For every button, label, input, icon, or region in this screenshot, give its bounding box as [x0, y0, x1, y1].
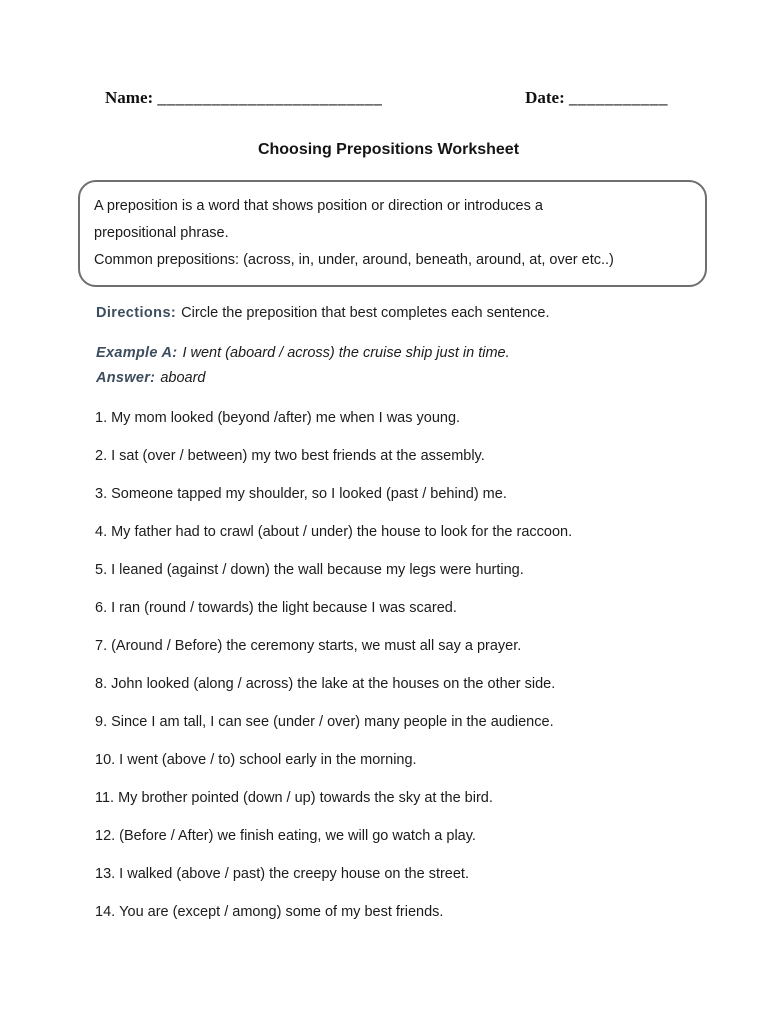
name-label: Name: [105, 88, 154, 107]
question-8 [95, 674, 715, 695]
question-text: My mom looked (beyond /after) me when I was young. [111, 410, 461, 426]
question-text: My father had to crawl (about / under) the house to look for the raccoon. [111, 524, 573, 540]
answer [96, 370, 205, 386]
question-7 [95, 636, 715, 657]
question-text: Someone tapped my shoulder, so I looked (past / behind) me. [111, 486, 507, 502]
question-number: 8. [95, 676, 108, 692]
directions [96, 305, 550, 321]
question-1 [95, 408, 715, 429]
question-11 [95, 788, 715, 809]
question-text: (Around / Before) the ceremony starts, we must all say a prayer. [111, 638, 522, 654]
question-text: I walked (above / past) the creepy house on the street. [119, 866, 469, 882]
question-10 [95, 750, 715, 771]
name-field [105, 88, 382, 108]
definition-line-1: A preposition is a word that shows position or direction or introduces a [94, 198, 543, 214]
question-text: My brother pointed (down / up) towards the sky at the bird. [118, 790, 493, 806]
date-field [525, 88, 668, 108]
question-text: (Before / After) we finish eating, we will go watch a play. [119, 828, 476, 844]
question-number: 2. [95, 448, 108, 464]
question-number: 14. [95, 904, 116, 920]
question-number: 4. [95, 524, 108, 540]
directions-text: Circle the preposition that best completes each sentence. [181, 305, 550, 321]
question-number: 1. [95, 410, 108, 426]
question-5 [95, 560, 715, 581]
question-text: I leaned (against / down) the wall because my legs were hurting. [111, 562, 524, 578]
date-blank-line: ___________ [569, 88, 668, 107]
example-label: Example A: [96, 345, 178, 361]
question-14 [95, 902, 715, 923]
name-blank-line: _________________________ [157, 88, 383, 107]
definition-line-3: Common prepositions: (across, in, under, around, beneath, around, at, over etc..) [94, 252, 614, 268]
example [96, 345, 510, 361]
question-text: I ran (round / towards) the light because I was scared. [111, 600, 457, 616]
preposition-definition-box [78, 180, 707, 287]
question-number: 10. [95, 752, 116, 768]
question-number: 7. [95, 638, 108, 654]
header [105, 88, 668, 108]
question-text: Since I am tall, I can see (under / over) many people in the audience. [111, 714, 554, 730]
question-number: 12. [95, 828, 116, 844]
date-label: Date: [525, 88, 565, 107]
question-text: I sat (over / between) my two best friends at the assembly. [111, 448, 485, 464]
question-number: 13. [95, 866, 116, 882]
question-6 [95, 598, 715, 619]
question-number: 6. [95, 600, 108, 616]
directions-label: Directions: [96, 305, 177, 321]
question-12 [95, 826, 715, 847]
question-2 [95, 446, 715, 467]
question-3 [95, 484, 715, 505]
page-title: Choosing Prepositions Worksheet [257, 141, 520, 158]
question-number: 5. [95, 562, 108, 578]
question-number: 3. [95, 486, 108, 502]
question-list [95, 408, 715, 940]
answer-text: aboard [160, 370, 206, 386]
question-9 [95, 712, 715, 733]
question-text: I went (above / to) school early in the morning. [119, 752, 417, 768]
question-text: John looked (along / across) the lake at the houses on the other side. [111, 676, 556, 692]
answer-label: Answer: [96, 370, 156, 386]
question-13 [95, 864, 715, 885]
question-text: You are (except / among) some of my best friends. [119, 904, 444, 920]
question-number: 11. [95, 790, 115, 806]
question-4 [95, 522, 715, 543]
question-number: 9. [95, 714, 108, 730]
definition-line-2: prepositional phrase. [94, 225, 229, 241]
example-text: I went (aboard / across) the cruise ship just in time. [182, 345, 510, 361]
